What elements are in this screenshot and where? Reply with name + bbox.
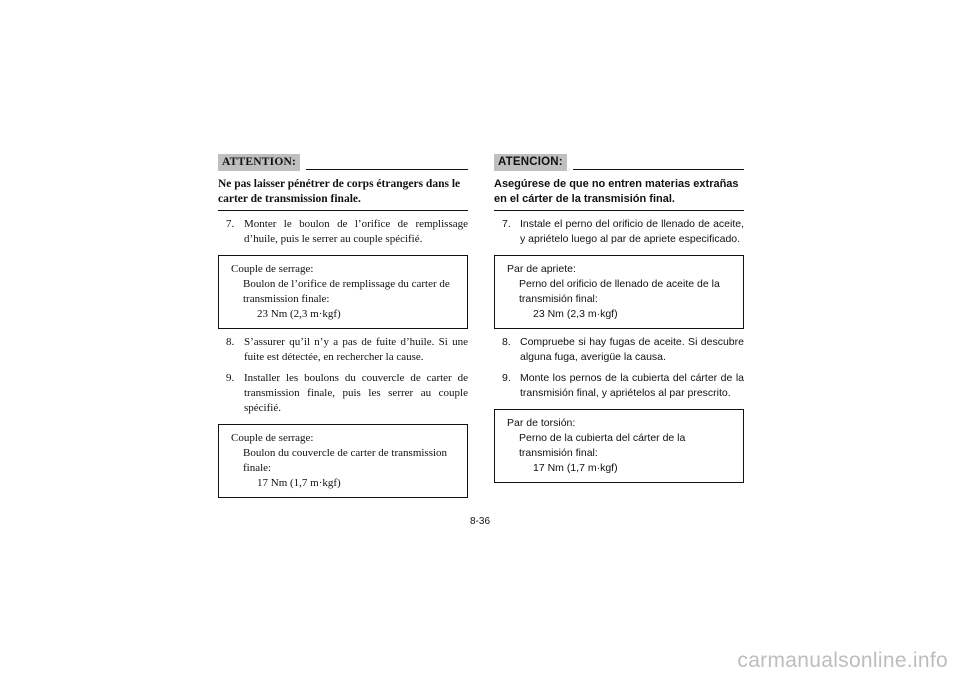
spec-item: Boulon de l’orifice de remplissage du carter de transmission finale: — [243, 278, 450, 305]
step-number: 9. — [502, 372, 511, 384]
caution-header — [218, 153, 468, 171]
torque-spec-box — [218, 255, 468, 329]
step-9 — [218, 371, 468, 416]
spec-value: 17 Nm (1,7 m·kgf) — [533, 462, 618, 474]
step-text: Installer les boulons du couvercle de carter de transmission finale, puis les serrer au couple spécifié. — [244, 372, 468, 414]
step-text: S’assurer qu’il n’y a pas de fuite d’huile. Si une fuite est détectée, en rechercher la cause. — [244, 336, 468, 363]
spec-value: 23 Nm (2,3 m·kgf) — [257, 308, 341, 320]
caution-label: ATENCION: — [494, 154, 567, 171]
spec-title: Couple de serrage: — [231, 432, 314, 444]
spanish-column — [494, 153, 744, 483]
caution-header — [494, 153, 744, 171]
caution-text: Asegúrese de que no entren materias extrañas en el cárter de la transmisión final. — [494, 178, 739, 205]
step-number: 7. — [502, 218, 511, 230]
spec-item: Boulon du couvercle de carter de transmission finale: — [243, 447, 448, 474]
caution-text: Ne pas laisser pénétrer de corps étrangers dans le carter de transmission finale. — [218, 178, 461, 205]
caution-rule — [306, 169, 468, 170]
torque-spec-box — [218, 424, 468, 498]
watermark: carmanualsonline.info — [737, 649, 948, 672]
step-number: 9. — [226, 372, 235, 384]
step-text: Monter le boulon de l’orifice de remplissage d’huile, puis le serrer au couple spécifié. — [244, 218, 468, 245]
torque-spec-box — [494, 255, 744, 329]
step-number: 7. — [226, 218, 235, 230]
spec-value: 17 Nm (1,7 m·kgf) — [257, 477, 341, 489]
spec-item: Perno de la cubierta del cárter de la transmisión final: — [519, 432, 686, 459]
spec-title: Couple de serrage: — [231, 263, 314, 275]
caution-rule — [573, 169, 744, 170]
step-number: 8. — [226, 336, 235, 348]
spec-item: Perno del orificio de llenado de aceite de la transmisión final: — [519, 278, 720, 305]
step-8 — [494, 335, 744, 365]
step-7 — [494, 217, 744, 247]
step-8 — [218, 335, 468, 365]
step-9 — [494, 371, 744, 401]
spec-value: 23 Nm (2,3 m·kgf) — [533, 308, 618, 320]
caution-end-rule — [494, 210, 744, 211]
page-number: 8-36 — [470, 516, 491, 527]
french-column — [218, 153, 468, 498]
caution-label: ATTENTION: — [218, 154, 300, 171]
step-number: 8. — [502, 336, 511, 348]
step-text: Instale el perno del orificio de llenado de aceite, y apriételo luego al par de apriete especificado. — [520, 218, 744, 245]
step-text: Compruebe si hay fugas de aceite. Si descubre alguna fuga, averigüe la causa. — [520, 336, 744, 363]
caution-end-rule — [218, 210, 468, 211]
step-7 — [218, 217, 468, 247]
torque-spec-box — [494, 409, 744, 483]
spec-title: Par de apriete: — [507, 263, 576, 275]
step-text: Monte los pernos de la cubierta del cárter de la transmisión final, y apriételos al par prescrito. — [520, 372, 744, 399]
spec-title: Par de torsión: — [507, 417, 576, 429]
